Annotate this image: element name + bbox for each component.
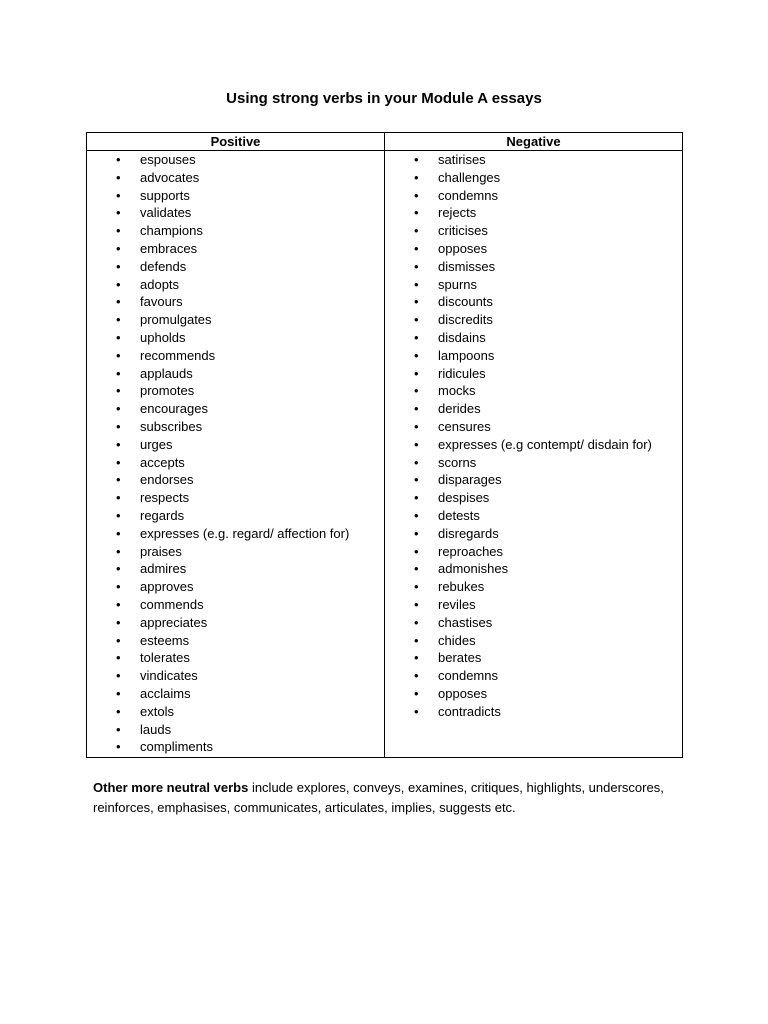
list-item: • accepts [87,454,384,472]
list-item: • supports [87,187,384,205]
list-item: • approves [87,578,384,596]
list-item: • esteems [87,632,384,650]
list-item: • ridicules [385,365,682,383]
list-item: • condemns [385,667,682,685]
list-item: • promotes [87,382,384,400]
list-item: • espouses [87,151,384,169]
list-item: • berates [385,649,682,667]
neutral-verbs-text: include explores, conveys, examines, critiques, highlights, underscores, reinforces, emphasises, communicates, articulates, implies, suggests etc. [93,780,664,815]
list-item: • champions [87,222,384,240]
list-item: • rebukes [385,578,682,596]
list-item: • reproaches [385,543,682,561]
list-item: • applauds [87,365,384,383]
list-item: • opposes [385,240,682,258]
list-item: • reviles [385,596,682,614]
list-item: • promulgates [87,311,384,329]
list-item: • recommends [87,347,384,365]
list-item: • vindicates [87,667,384,685]
list-item: • tolerates [87,649,384,667]
negative-verb-list [385,151,682,722]
positive-header: Positive [87,133,385,151]
list-item: • spurns [385,276,682,294]
list-item: • contradicts [385,703,682,721]
list-item: • censures [385,418,682,436]
list-item: • commends [87,596,384,614]
list-item: • urges [87,436,384,454]
document-title: Using strong verbs in your Module A essays [226,90,542,107]
list-item: • adopts [87,276,384,294]
list-item: • encourages [87,400,384,418]
list-item: • disparages [385,471,682,489]
list-item: • validates [87,204,384,222]
list-item: • extols [87,703,384,721]
list-item: • condemns [385,187,682,205]
list-item: • embraces [87,240,384,258]
list-item: • mocks [385,382,682,400]
list-item: • satirises [385,151,682,169]
negative-header: Negative [385,133,683,151]
list-item: • rejects [385,204,682,222]
list-item: • appreciates [87,614,384,632]
list-item: • favours [87,293,384,311]
list-item: • discounts [385,293,682,311]
positive-verb-list [87,151,384,757]
list-item: • subscribes [87,418,384,436]
list-item: • compliments [87,738,384,756]
list-item: • disdains [385,329,682,347]
list-item: • admires [87,560,384,578]
list-item: • regards [87,507,384,525]
negative-column [385,151,683,758]
neutral-verbs-note [93,778,693,818]
list-item: • dismisses [385,258,682,276]
list-item: • expresses (e.g. regard/ affection for) [87,525,384,543]
table-header-row [87,133,683,151]
verb-table [86,132,683,758]
list-item: • praises [87,543,384,561]
list-item: • expresses (e.g contempt/ disdain for) [385,436,682,454]
table-row [87,151,683,758]
list-item: • criticises [385,222,682,240]
list-item: • lampoons [385,347,682,365]
list-item: • lauds [87,721,384,739]
list-item: • discredits [385,311,682,329]
list-item: • upholds [87,329,384,347]
list-item: • acclaims [87,685,384,703]
list-item: • respects [87,489,384,507]
list-item: • challenges [385,169,682,187]
list-item: • despises [385,489,682,507]
list-item: • defends [87,258,384,276]
list-item: • chastises [385,614,682,632]
positive-column [87,151,385,758]
list-item: • disregards [385,525,682,543]
list-item: • scorns [385,454,682,472]
list-item: • detests [385,507,682,525]
list-item: • advocates [87,169,384,187]
list-item: • derides [385,400,682,418]
list-item: • admonishes [385,560,682,578]
list-item: • chides [385,632,682,650]
list-item: • endorses [87,471,384,489]
neutral-verbs-lead: Other more neutral verbs [93,780,249,795]
list-item: • opposes [385,685,682,703]
